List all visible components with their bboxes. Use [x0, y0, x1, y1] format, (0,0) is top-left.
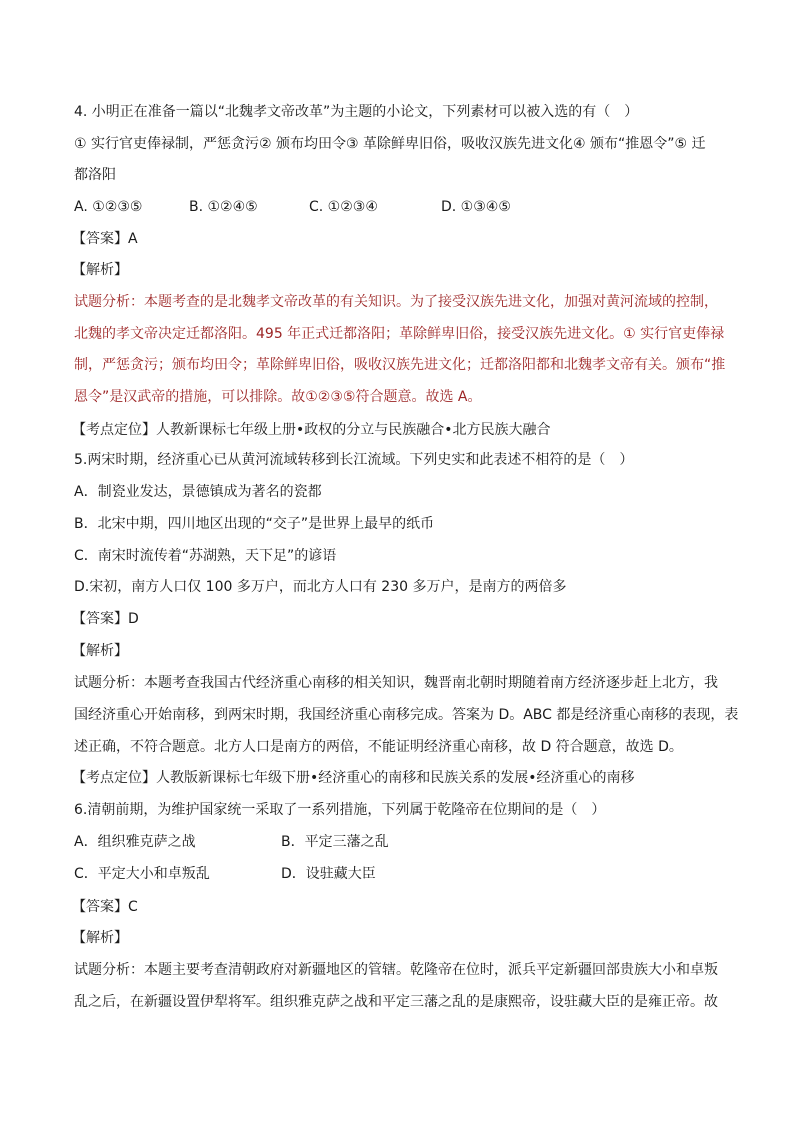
q6-stem: 6.清朝前期，为维护国家统一采取了一系列措施，下列属于乾隆帝在位期间的是（ ）	[74, 802, 606, 818]
q6-option-b: B．平定三藩之乱	[281, 834, 389, 850]
q4-option-c: C. ①②③④	[309, 199, 378, 215]
q5-analysis-line: 国经济重心开始南移，到两宋时期，我国经济重心南移完成。答案为 D。ABC 都是经济重心南移的表现，表	[74, 707, 739, 723]
q4-option-a: A. ①②③⑤	[74, 199, 143, 215]
q4-analysis-label: 【解析】	[72, 262, 128, 278]
q5-stem: 5.两宋时期，经济重心已从黄河流域转移到长江流域。下列史实和此表述不相符的是（ ）	[74, 452, 634, 468]
q4-analysis-line: 制，严惩贪污；颁布均田令；革除鲜卑旧俗，吸收汉族先进文化；迁都洛阳都和北魏孝文帝有关。颁布“推	[74, 357, 726, 373]
q6-analysis-line: 乱之后，在新疆设置伊犁将军。组织雅克萨之战和平定三藩之乱的是康熙帝，设驻藏大臣的是雍正帝。故	[74, 994, 718, 1010]
q5-answer: 【答案】D	[72, 611, 139, 627]
q4-stem: 4. 小明正在准备一篇以“北魏孝文帝改革”为主题的小论文，下列素材可以被入选的有（ ）	[74, 104, 639, 120]
q6-analysis-line: 试题分析：本题主要考查清朝政府对新疆地区的管辖。乾隆帝在位时，派兵平定新疆回部贵族大小和卓叛	[74, 962, 718, 978]
q4-option-d: D. ①③④⑤	[441, 199, 511, 215]
q4-analysis-line: 恩令”是汉武帝的措施，可以排除。故①②③⑤符合题意。故选 A。	[74, 389, 482, 405]
q6-option-d: D．设驻藏大臣	[281, 866, 376, 882]
q4-analysis-line: 北魏的孝文帝决定迁都洛阳。495 年正式迁都洛阳；革除鲜卑旧俗，接受汉族先进文化。① 实行官吏俸禄	[74, 326, 725, 342]
q4-answer: 【答案】A	[72, 231, 138, 247]
q5-analysis-label: 【解析】	[72, 643, 128, 659]
q5-analysis-line: 述正确，不符合题意。北方人口是南方的两倍，不能证明经济重心南移，故 D 符合题意，故选 D。	[74, 739, 683, 755]
q5-kaodian: 【考点定位】人教版新课标七年级下册•经济重心的南移和民族关系的发展•经济重心的南移	[72, 770, 635, 786]
q5-option-d: D.宋初，南方人口仅 100 多万户，而北方人口有 230 多万户，是南方的两倍多	[74, 579, 567, 595]
q5-option-c: C．南宋时流传着“苏湖熟，天下足”的谚语	[74, 548, 337, 564]
q4-material-line2: 都洛阳	[74, 167, 116, 183]
q6-answer: 【答案】C	[72, 899, 138, 915]
q4-kaodian: 【考点定位】人教新课标七年级上册•政权的分立与民族融合•北方民族大融合	[72, 422, 551, 438]
q4-analysis-line: 试题分析：本题考查的是北魏孝文帝改革的有关知识。为了接受汉族先进文化，加强对黄河流域的控制，	[74, 294, 718, 310]
q6-option-a: A．组织雅克萨之战	[74, 834, 196, 850]
q4-material-line1: ① 实行官吏俸禄制，严惩贪污② 颁布均田令③ 革除鲜卑旧俗，吸收汉族先进文化④ 颁布“推恩令”⑤ 迁	[74, 136, 706, 152]
q6-analysis-label: 【解析】	[72, 930, 128, 946]
q4-option-b: B. ①②④⑤	[189, 199, 258, 215]
q5-option-b: B．北宋中期，四川地区出现的“交子”是世界上最早的纸币	[74, 516, 435, 532]
q6-option-c: C．平定大小和卓叛乱	[74, 866, 210, 882]
q5-option-a: A．制瓷业发达，景德镇成为著名的瓷都	[74, 484, 322, 500]
q5-analysis-line: 试题分析：本题考查我国古代经济重心南移的相关知识，魏晋南北朝时期随着南方经济逐步赶上北方，我	[74, 675, 718, 691]
